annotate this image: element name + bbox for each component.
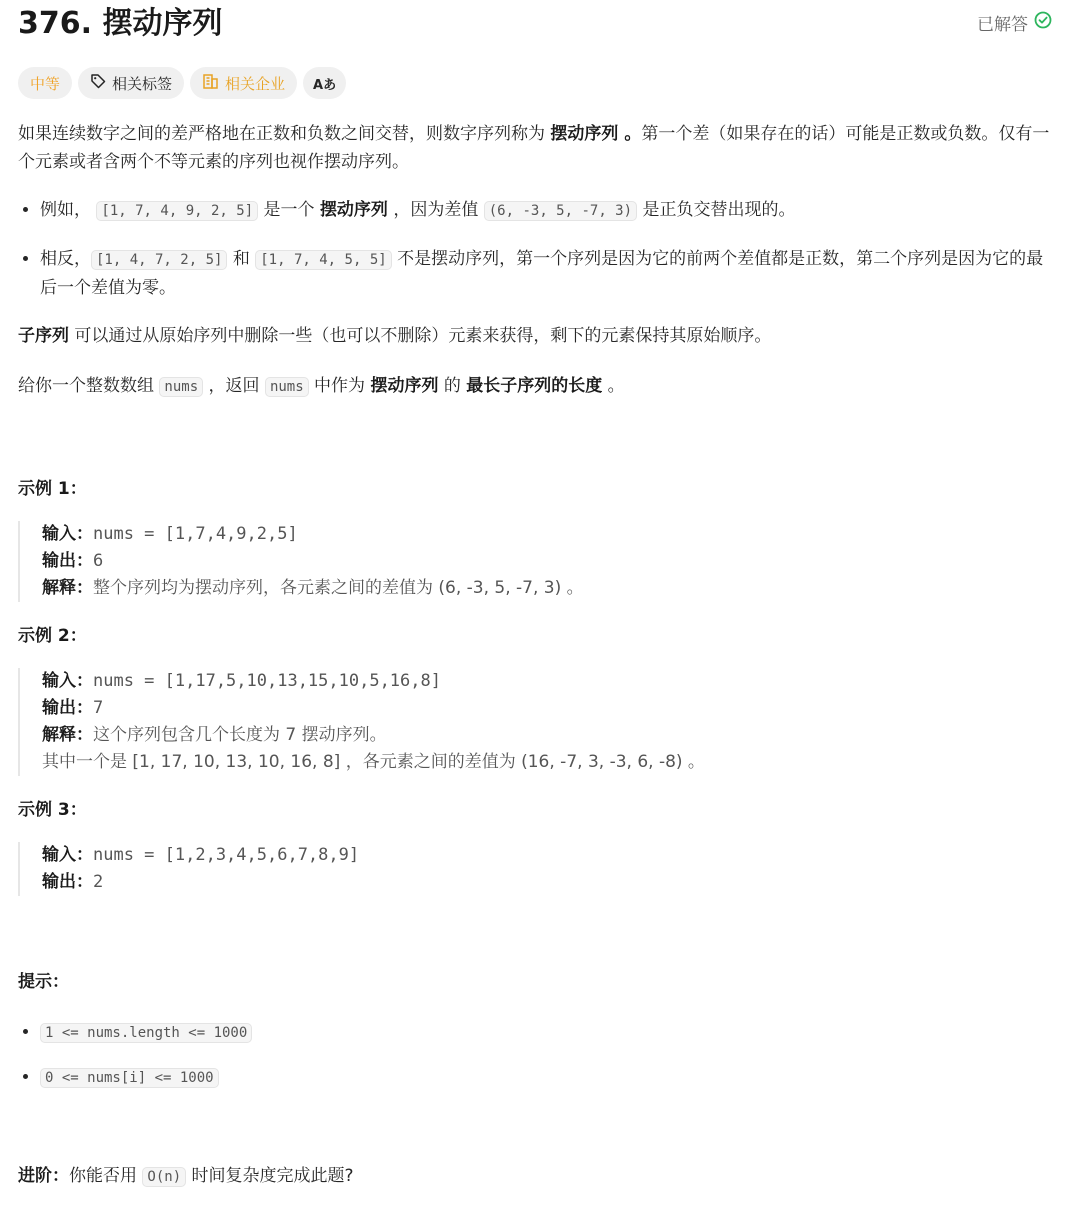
- input-label: 输入：: [42, 524, 93, 544]
- task-paragraph: [18, 372, 1058, 401]
- description-paragraph: [18, 120, 1058, 176]
- related-topics-label: 相关标签: [112, 74, 173, 93]
- input-label: 输入：: [42, 845, 93, 865]
- text: 。: [602, 376, 625, 396]
- text: 和: [227, 249, 256, 269]
- explain-text: 整个序列均为摆动序列，各元素之间的差值为 (6, -3, 5, -7, 3) 。: [93, 578, 584, 598]
- inline-code: nums: [265, 377, 309, 397]
- constraint-item: [40, 1063, 1058, 1092]
- related-companies-label: 相关企业: [225, 74, 286, 93]
- explain-label: 解释：: [42, 578, 93, 598]
- problem-title[interactable]: 376. 摆动序列: [18, 6, 223, 41]
- text: 是一个: [258, 200, 320, 220]
- inline-code: nums: [159, 377, 203, 397]
- check-circle-icon: [1034, 11, 1052, 34]
- example-2-box: [18, 668, 1058, 776]
- text: 时间复杂度完成此题?: [186, 1166, 354, 1186]
- example-explain-row-2: [42, 749, 1058, 776]
- subsequence-paragraph: [18, 322, 1058, 350]
- text: 相反，: [40, 249, 91, 269]
- difficulty-tag[interactable]: [18, 67, 72, 99]
- output-label: 输出：: [42, 698, 93, 718]
- constraints-title: 提示：: [18, 972, 69, 992]
- text: 不是摆动序列，第一个序列是因为它的前两个差值都是正数，第二个序列是因为它的最后一个差值为零。: [40, 249, 1044, 298]
- related-companies-button[interactable]: [190, 67, 297, 99]
- output-label: 输出：: [42, 872, 93, 892]
- list-item: [40, 245, 1058, 302]
- example-explain-row: [42, 575, 1058, 602]
- text: 如果连续数字之间的差严格地在正数和负数之间交替，则数字序列称为: [18, 124, 551, 144]
- solved-status: [977, 10, 1052, 35]
- example-3-box: [18, 842, 1058, 896]
- inline-code: [1, 7, 4, 9, 2, 5]: [96, 201, 258, 221]
- translate-icon: Aあ: [313, 77, 337, 93]
- constraints-list: [18, 1018, 1058, 1092]
- text: 的: [438, 376, 467, 396]
- bold-term: 摆动序列: [370, 376, 439, 396]
- text: 给你一个整数数组: [18, 376, 160, 396]
- text: 中作为: [308, 376, 371, 396]
- example-input-row: [42, 842, 1058, 869]
- text: 你能否用: [69, 1166, 143, 1186]
- bold-term: 子序列: [18, 326, 69, 346]
- example-output-row: [42, 869, 1058, 896]
- problem-description: [18, 120, 1058, 1191]
- example-3-title: 示例 3：: [18, 800, 87, 820]
- followup-paragraph: [18, 1162, 1058, 1191]
- input-value: nums = [1,7,4,9,2,5]: [93, 524, 298, 544]
- output-value: 6: [93, 551, 104, 571]
- explain-text: 其中一个是 [1, 17, 10, 13, 10, 16, 8] ，各元素之间的差值为 (16, -7, 3, -3, 6, -8) 。: [42, 752, 705, 772]
- definition-list: [18, 196, 1058, 302]
- output-label: 输出：: [42, 551, 93, 571]
- example-input-row: [42, 668, 1058, 695]
- example-1-title: 示例 1：: [18, 479, 87, 499]
- input-value: nums = [1,17,5,10,13,15,10,5,16,8]: [93, 671, 441, 691]
- tag-bar: [18, 67, 346, 99]
- text: 例如，: [40, 200, 97, 220]
- building-icon: [202, 73, 219, 94]
- inline-code: [1, 7, 4, 5, 5]: [255, 250, 391, 270]
- solved-label: 已解答: [977, 15, 1028, 35]
- output-value: 2: [93, 872, 104, 892]
- inline-code: 1 <= nums.length <= 1000: [40, 1023, 252, 1043]
- inline-code: [1, 4, 7, 2, 5]: [91, 250, 227, 270]
- inline-code: O(n): [142, 1167, 186, 1187]
- text: 第一个差（如果存在的话）可能是正数或负数。仅有一个元素或者含两个不等元素的序列也视作摆动序列。: [18, 124, 1050, 172]
- bold-term: 摆动序列 。: [550, 124, 642, 144]
- output-value: 7: [93, 698, 104, 718]
- example-output-row: [42, 548, 1058, 575]
- text: 可以通过从原始序列中删除一些（也可以不删除）元素来获得，剩下的元素保持其原始顺序。: [69, 326, 772, 346]
- input-value: nums = [1,2,3,4,5,6,7,8,9]: [93, 845, 360, 865]
- example-output-row: [42, 695, 1058, 722]
- bold-term: 摆动序列: [319, 200, 388, 220]
- example-1-box: [18, 521, 1058, 602]
- text: ，因为差值: [387, 200, 484, 220]
- inline-code: (6, -3, 5, -7, 3): [484, 201, 637, 221]
- text: 是正负交替出现的。: [637, 200, 796, 220]
- explain-label: 解释：: [42, 725, 93, 745]
- input-label: 输入：: [42, 671, 93, 691]
- translate-button[interactable]: [303, 67, 346, 99]
- constraint-item: [40, 1018, 1058, 1047]
- inline-code: 0 <= nums[i] <= 1000: [40, 1068, 219, 1088]
- example-2-title: 示例 2：: [18, 626, 87, 646]
- explain-text: 这个序列包含几个长度为 7 摆动序列。: [93, 725, 387, 745]
- related-topics-button[interactable]: [78, 67, 184, 99]
- bold-term: 最长子序列的长度: [466, 376, 603, 396]
- text: ，返回: [203, 376, 265, 396]
- difficulty-label: 中等: [30, 74, 61, 93]
- example-input-row: [42, 521, 1058, 548]
- example-explain-row: [42, 722, 1058, 749]
- tag-icon: [90, 73, 106, 93]
- followup-label: 进阶：: [18, 1166, 69, 1186]
- list-item: [40, 196, 1058, 225]
